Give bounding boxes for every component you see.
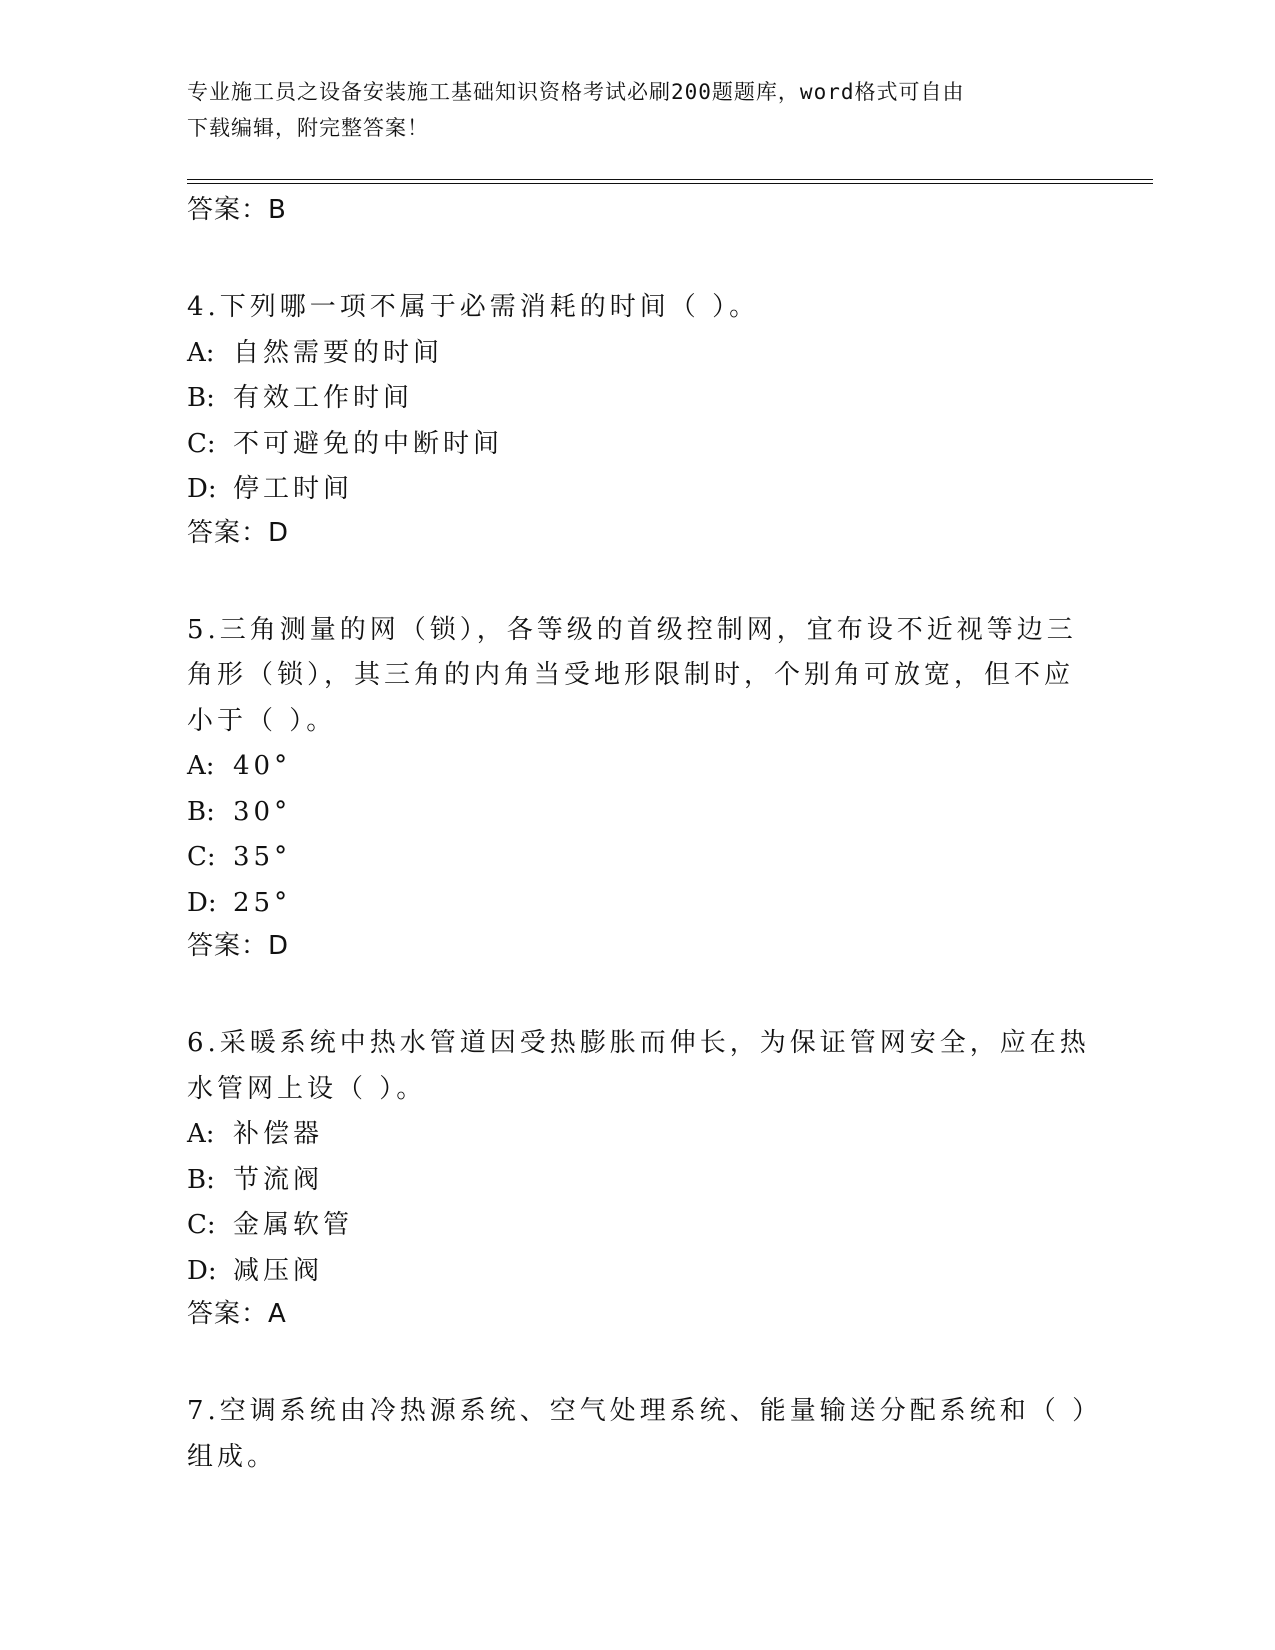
option-key: C: xyxy=(187,428,216,459)
answer-label: 答案： xyxy=(187,517,269,548)
option-text: 金属软管 xyxy=(233,1210,354,1240)
option-text: 35° xyxy=(233,842,292,872)
option-key: B: xyxy=(187,796,215,827)
answer-value: B xyxy=(268,195,287,225)
option-b xyxy=(187,376,1087,422)
option-d xyxy=(187,467,1087,513)
header-line-2: 下载编辑，附完整答案！ xyxy=(187,116,429,140)
answer-value: A xyxy=(268,1299,287,1329)
answer-question-6 xyxy=(187,1296,1087,1332)
document-header xyxy=(187,74,1067,146)
question-text-line: 7.空调系统由冷热源系统、空气处理系统、能量输送分配系统和（ ） xyxy=(187,1396,1103,1426)
question-7 xyxy=(187,1389,1103,1480)
option-key: D: xyxy=(187,887,217,918)
option-c xyxy=(187,1203,1087,1249)
header-divider-top xyxy=(187,179,1153,180)
question-text-line: 4.下列哪一项不属于必需消耗的时间（ ）。 xyxy=(187,292,760,322)
question-text-line: 组成。 xyxy=(187,1441,278,1472)
option-text: 25° xyxy=(233,887,292,918)
option-text: 40° xyxy=(233,751,292,781)
option-d xyxy=(187,881,1087,927)
option-text: 节流阀 xyxy=(233,1164,324,1195)
option-key: A: xyxy=(187,1119,215,1149)
option-a xyxy=(187,1112,1087,1158)
question-text-line: 水管网上设（ ）。 xyxy=(187,1073,427,1104)
option-text: 补偿器 xyxy=(233,1119,324,1149)
answer-label: 答案： xyxy=(187,1299,269,1329)
option-text: 不可避免的中断时间 xyxy=(233,428,504,459)
option-key: D: xyxy=(187,1255,217,1286)
option-b xyxy=(187,1158,1087,1204)
document-body xyxy=(187,192,1103,1480)
option-text: 自然需要的时间 xyxy=(233,337,444,368)
option-key: B: xyxy=(187,383,215,413)
answer-label: 答案： xyxy=(187,931,269,961)
option-text: 30° xyxy=(233,796,292,827)
answer-question-4 xyxy=(187,515,1087,551)
answer-label: 答案： xyxy=(187,195,269,225)
question-text-line: 角形（锁），其三角的内角当受地形限制时，个别角可放宽，但不应 xyxy=(187,660,1075,690)
option-c xyxy=(187,835,1087,881)
option-key: B: xyxy=(187,1164,215,1195)
answer-previous-question xyxy=(187,192,1087,228)
option-key: A: xyxy=(187,337,215,368)
question-text-line: 小于（ ）。 xyxy=(187,705,337,736)
option-key: C: xyxy=(187,842,216,872)
question-6 xyxy=(187,1021,1090,1332)
answer-value: D xyxy=(268,517,290,548)
option-d xyxy=(187,1249,1087,1295)
option-text: 有效工作时间 xyxy=(233,383,414,413)
option-a xyxy=(187,744,1087,790)
option-c xyxy=(187,422,1087,468)
option-key: D: xyxy=(187,474,217,504)
option-key: C: xyxy=(187,1210,216,1240)
answer-value: D xyxy=(268,931,290,961)
answer-question-5 xyxy=(187,928,1087,964)
question-text-line: 6.采暖系统中热水管道因受热膨胀而伸长，为保证管网安全，应在热 xyxy=(187,1028,1090,1058)
option-key: A: xyxy=(187,751,215,781)
header-line-1: 专业施工员之设备安装施工基础知识资格考试必刷200题题库，word格式可自由 xyxy=(187,80,965,104)
question-4 xyxy=(187,285,1087,551)
header-divider-bottom xyxy=(187,183,1153,184)
option-a xyxy=(187,331,1087,377)
question-text-line: 5.三角测量的网（锁），各等级的首级控制网，宜布设不近视等边三 xyxy=(187,614,1077,645)
question-5 xyxy=(187,608,1087,965)
option-b xyxy=(187,790,1087,836)
option-text: 停工时间 xyxy=(233,474,354,504)
option-text: 减压阀 xyxy=(233,1255,324,1286)
